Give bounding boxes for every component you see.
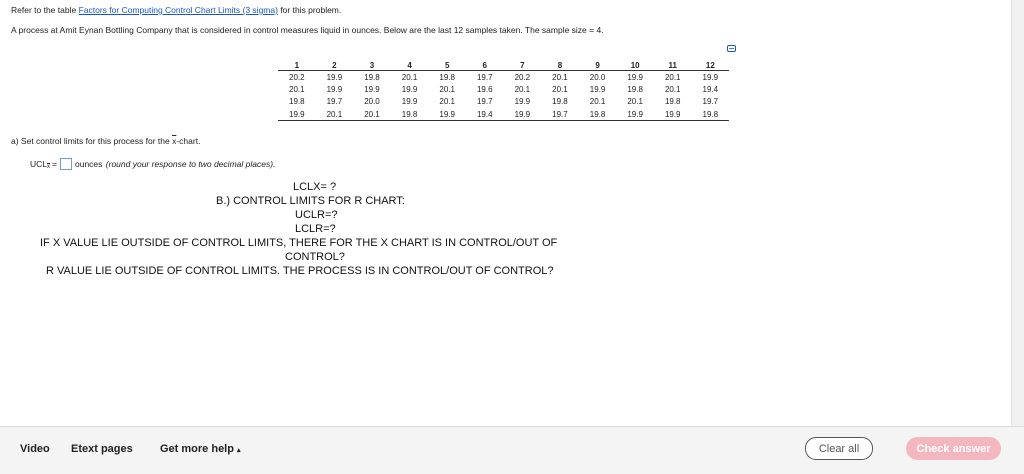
caret-up-icon: ▴: [237, 447, 241, 454]
table-cell: 19.9: [428, 108, 466, 121]
table-cell: 19.6: [476, 84, 493, 94]
sample-header: 9: [579, 60, 617, 71]
table-cell: 20.1: [439, 97, 455, 107]
ucl-units: ounces: [74, 159, 103, 169]
table-cell: 19.7: [326, 97, 343, 107]
table-cell: 19.8: [664, 97, 681, 107]
copy-table-icon[interactable]: [727, 45, 736, 53]
ucl-equals: =: [52, 159, 57, 169]
table-cell: 20.1: [401, 72, 418, 82]
etext-pages-link[interactable]: Etext pages: [71, 443, 133, 455]
table-cell: 20.1: [552, 84, 568, 94]
r-chart-question: R VALUE LIE OUTSIDE OF CONTROL LIMITS. THE PROCESS IS IN CONTROL/OUT OF CONTROL?: [46, 265, 554, 277]
table-cell: 19.8: [552, 97, 568, 107]
table-cell: 19.4: [702, 84, 719, 94]
part-a-suffix: -chart.: [176, 136, 201, 146]
table-cell: 19.9: [654, 108, 692, 121]
intro-prefix: Refer to the table: [11, 5, 77, 15]
part-a-prompt: [11, 136, 200, 146]
get-more-help-menu[interactable]: [160, 443, 241, 455]
factors-table-link[interactable]: Factors for Computing Control Chart Limits (3 sigma): [78, 5, 278, 15]
sample-header: 4: [391, 60, 429, 71]
table-cell: 19.9: [616, 108, 654, 121]
samples-table: [278, 60, 729, 121]
table-cell: 19.8: [391, 108, 429, 121]
intro-line: [11, 5, 341, 15]
table-row: [278, 83, 729, 95]
table-cell: 19.9: [364, 84, 380, 94]
ucl-rounding-note: (round your response to two decimal places).: [105, 159, 276, 169]
check-answer-button[interactable]: Check answer: [906, 437, 1001, 460]
sample-header: 3: [353, 60, 391, 71]
table-cell: 19.8: [364, 72, 380, 82]
table-cell: 20.1: [627, 97, 643, 107]
sample-header: 1: [278, 60, 316, 71]
ucl-subscript: $\overline{x}$: [47, 164, 51, 170]
table-cell: 20.0: [364, 97, 380, 107]
sample-header: 2: [316, 60, 354, 71]
x-bar-symbol: $\overline{x}$: [172, 136, 177, 146]
table-cell: 19.9: [702, 72, 719, 82]
ucl-r-question: UCLR=?: [295, 209, 338, 221]
ucl-x-input[interactable]: [60, 158, 72, 170]
table-cell: 20.1: [664, 72, 681, 82]
sample-header: 5: [428, 60, 466, 71]
table-cell: 19.4: [466, 108, 504, 121]
ucl-x-row: [30, 158, 275, 170]
sample-header: 7: [504, 60, 542, 71]
table-cell: 19.9: [401, 97, 418, 107]
table-cell: 19.9: [627, 72, 643, 82]
table-cell: 19.9: [514, 97, 531, 107]
table-cell: 20.2: [289, 72, 305, 82]
part-b-heading: B.) CONTROL LIMITS FOR R CHART:: [216, 195, 405, 207]
vertical-scrollbar[interactable]: [1011, 0, 1024, 426]
table-cell: 19.8: [692, 108, 730, 121]
table-cell: 19.7: [702, 97, 719, 107]
sample-header: 12: [692, 60, 730, 71]
table-cell: 20.0: [589, 72, 606, 82]
ucl-label: UCL: [30, 159, 48, 169]
table-cell: 20.1: [316, 108, 354, 121]
video-link[interactable]: Video: [20, 443, 50, 455]
part-a-prefix: a) Set control limits for this process for the: [11, 136, 173, 146]
x-chart-question-line1: IF X VALUE LIE OUTSIDE OF CONTROL LIMITS, THERE FOR THE X CHART IS IN CONTROL/OUT OF: [40, 237, 558, 249]
table-cell: 20.1: [439, 84, 455, 94]
table-header-row: [278, 60, 729, 71]
problem-text: A process at Amit Eynan Bottling Company that is considered in control measures liquid in ounces. Below are the last 12 samples taken. The sample size = 4.: [11, 25, 604, 35]
lcl-r-question: LCLR=?: [295, 223, 336, 235]
table-cell: 20.1: [552, 72, 568, 82]
intro-suffix: for this problem.: [280, 5, 342, 15]
table-cell: 19.8: [439, 72, 455, 82]
sample-header: 11: [654, 60, 692, 71]
table-cell: 19.9: [589, 84, 606, 94]
table-row: [278, 96, 729, 108]
table-cell: 19.7: [476, 97, 493, 107]
footer-bar: [0, 426, 1024, 474]
get-more-help-label: Get more help: [160, 443, 234, 455]
table-cell: 20.1: [353, 108, 391, 121]
sample-header: 8: [541, 60, 579, 71]
lcl-x-question: LCLX= ?: [293, 181, 337, 193]
table-cell: 20.1: [514, 84, 531, 94]
table-cell: 20.2: [514, 72, 531, 82]
table-cell: 20.1: [664, 84, 681, 94]
table-cell: 20.1: [289, 84, 305, 94]
table-cell: 19.9: [401, 84, 418, 94]
table-row: [278, 71, 729, 84]
table-cell: 20.1: [589, 97, 606, 107]
table-cell: 19.8: [627, 84, 643, 94]
clear-all-button[interactable]: Clear all: [805, 437, 873, 460]
table-cell: 19.8: [289, 97, 305, 107]
table-cell: 19.9: [504, 108, 542, 121]
table-cell: 19.9: [326, 84, 343, 94]
table-cell: 19.7: [476, 72, 493, 82]
sample-header: 6: [466, 60, 504, 71]
table-cell: 19.8: [579, 108, 617, 121]
table-cell: 19.7: [541, 108, 579, 121]
sample-header: 10: [616, 60, 654, 71]
table-cell: 19.9: [278, 108, 316, 121]
x-chart-question-line2: CONTROL?: [285, 251, 345, 263]
table-cell: 19.9: [326, 72, 343, 82]
table-row: [278, 108, 729, 121]
